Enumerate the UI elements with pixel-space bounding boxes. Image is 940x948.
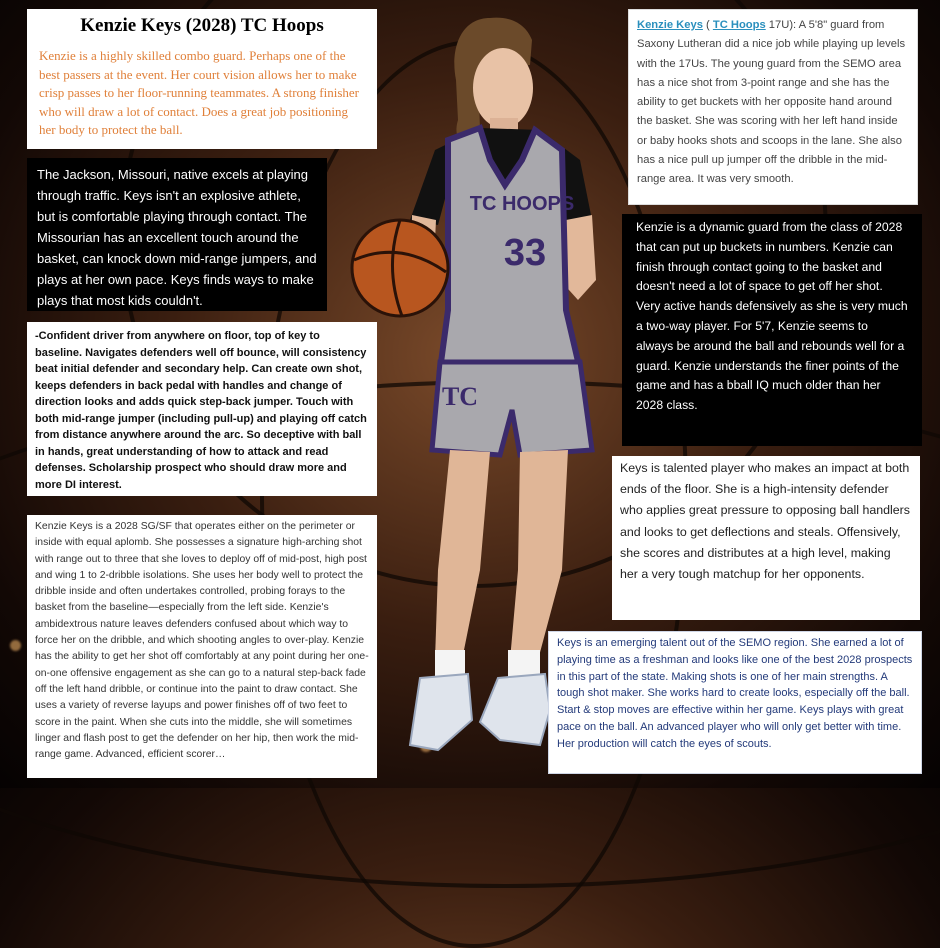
scouting-card-title (27, 9, 377, 149)
page-title: Kenzie Keys (2028) TC Hoops (80, 15, 324, 36)
team-link[interactable]: TC Hoops (712, 19, 766, 31)
jersey-team: TC HOOPS (469, 193, 575, 215)
sgsf-quote-card (27, 515, 377, 778)
jersey-number: 33 (503, 232, 547, 274)
saxony-quote-text: 17U): A 5'8" guard from Saxony Lutheran did a nice job while playing up levels with the 17Us. The young guard from the SEMO area has a nice shot from 3-point range and she has the ability to get buckets with her opposite hand around the basket. She was scoring with her left hand inside or baby hooks shots and scoops in the lane. She also has a nice pull up jumper off the dribble in the mid-range area. It was very smooth. (637, 19, 906, 186)
semo-quote-card (548, 631, 922, 774)
player-left-leg (435, 450, 490, 660)
semo-quote-text: Keys is an emerging talent out of the SEMO region. She earned a lot of playing time as a freshman and looks like one of the best 2028 prospects in this part of the state. Making shots is one of her main strengths. A tough shot maker. She works hard to create looks, especially off the ball. Start & stop moves are effective within her game. Keys plays with great pace on the ball. An advanced player who will only get better with time. Her production will catch the eyes of scouts. (557, 637, 913, 750)
player-face (473, 48, 533, 128)
saxony-quote-card (628, 9, 918, 205)
shorts-logo: TC (441, 382, 479, 411)
dynamic-quote-card (622, 214, 922, 446)
talented-quote-text: Keys is talented player who makes an impact at both ends of the floor. She is a high-intensity defender who applies great pressure to opposing ball handlers and looks to get deflections and steals. Offensively, she scores and distributes at a high level, making her a very tough matchup for her opponents. (620, 461, 910, 582)
basketball (352, 220, 448, 316)
driver-quote-text: -Confident driver from anywhere on floor, top of key to baseline. Navigates defenders well off bounce, will consistency beat initial defender and secondary help. Can create own shot, keeps defenders in back pedal with handles and change of direction looks and adds quick step-back jumper. Touch with both mid-range jumper (including pull-up) and playing off catch from distance anywhere around the arc. So deceptive with ball in hands, great understanding of how to attack and read defenses. Scholarship prospect who should draw more and more DI interest. (35, 330, 367, 491)
player-right-shoe (480, 674, 550, 745)
player-right-leg (510, 450, 568, 660)
jackson-quote-text: The Jackson, Missouri, native excels at playing through traffic. Keys isn't an explosive athlete, but is comfortable playing through contact. The Missourian has an excellent touch around the basket, can knock down mid-range jumpers, and plays at her own pace. Keys finds ways to make plays that most kids couldn't. (37, 167, 317, 308)
dynamic-quote-text: Kenzie is a dynamic guard from the class of 2028 that can put up buckets in numbers. Kenzie can finish through contact going to the basket and doesn't need a lot of space to get off her shot. Very active hands defensively as she is very much a two-way player. For 5'7, Kenzie seems to always be around the ball and rebounds well for a guard. Kenzie understands the finer points of the game and has a bball IQ much older than her 2028 class. (636, 220, 908, 413)
saxony-open-paren: ( (702, 19, 713, 31)
player-left-shoe (410, 674, 472, 750)
combo-guard-quote: Kenzie is a highly skilled combo guard. Perhaps one of the best passers at the event. Her court vision allows her to make crisp passes to her floor-running teammates. A strong finisher who will draw a lot of contact. Does a great job positioning her body to protect the ball. (39, 48, 359, 137)
talented-quote-card (612, 456, 920, 620)
driver-quote-card (27, 322, 377, 496)
player-name-link[interactable]: Kenzie Keys (637, 19, 703, 31)
jackson-quote-card (27, 158, 327, 311)
sgsf-quote-text: Kenzie Keys is a 2028 SG/SF that operates either on the perimeter or inside with equal aplomb. She possesses a signature high-arching shot with range out to three that she loves to deploy off of mid-post, high post and wing 1 to 2-dribble isolations. She uses her body well to protect the dribble inside and often undertakes controlled, probing forays to the basket from the baseline—especially from the left side. Kenzie's ambidextrous nature leaves defenders confused about which way to force her on the dribble, and which shooting angles to over-play. Kenzie has the ability to get her shot off comfortably at any point during her one-on-one offensive engagement as she can go to a natural step-back fade off the left hand dribble, or continue into the paint to draw contact. She uses a variety of reverse layups and power finishes off of two feet to score in the paint. When she cuts into the middle, she will sometimes linger and flash post to get the defender on her hip, then work the mid-range game. Advanced, efficient scorer… (35, 521, 369, 761)
